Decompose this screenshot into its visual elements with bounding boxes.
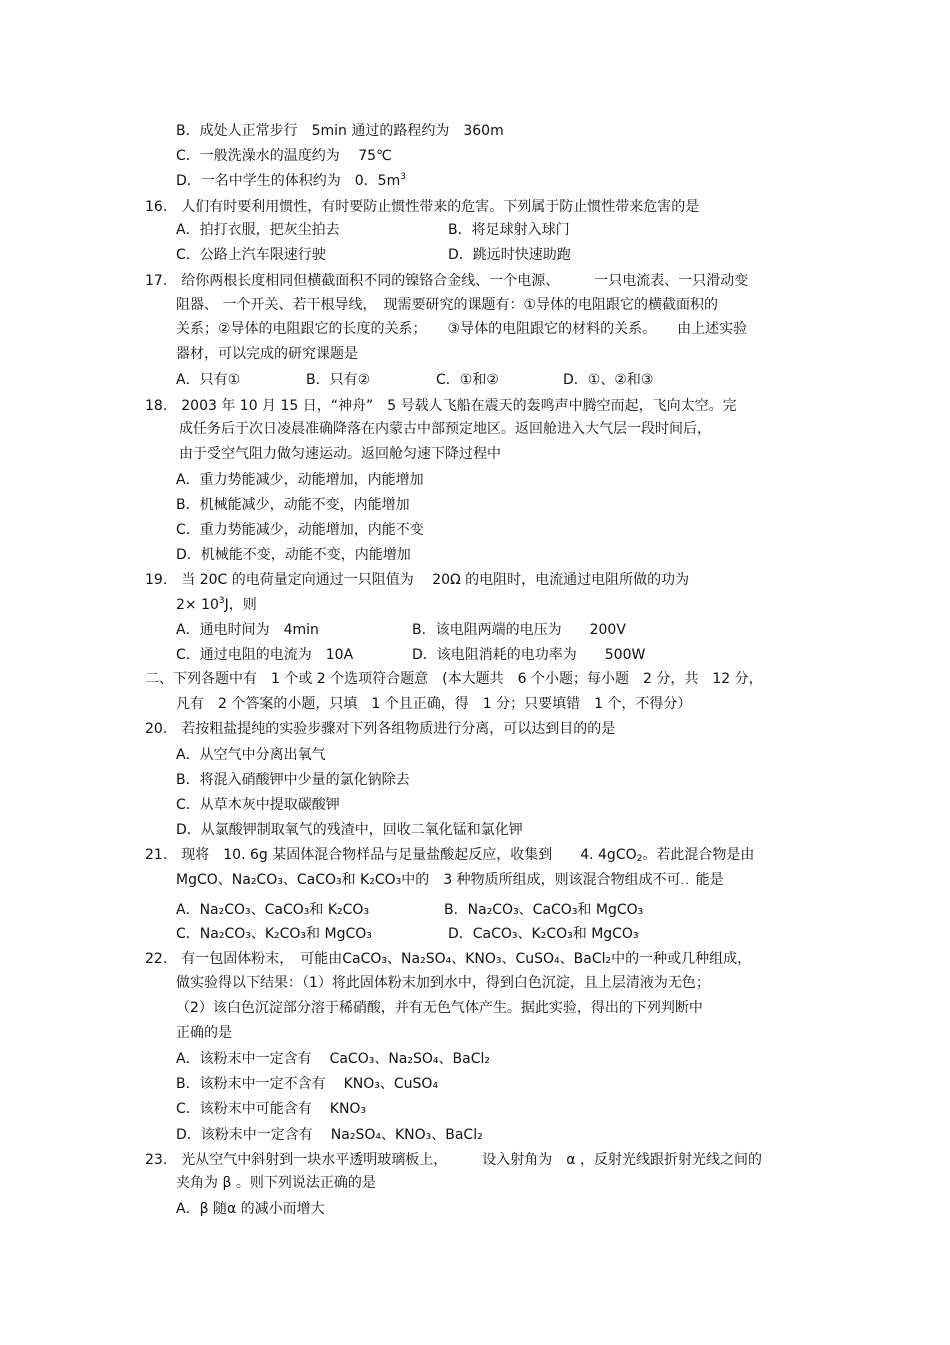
q22-option-b: B．该粉末中一定不含有 KNO₃、CuSO₄ — [176, 1076, 439, 1092]
q19-option-b: B．该电阻两端的电压为 200V — [412, 622, 626, 638]
q22-stem-line3: （2）该白色沉淀部分溶于稀硝酸，并有无色气体产生。据此实验，得出的下列判断中 — [176, 1000, 703, 1016]
q16-option-d: D．跳远时快速助跑 — [448, 247, 571, 263]
q17-option-b: B．只有② — [306, 372, 371, 388]
q16-option-c: C．公路上汽车限速行驶 — [176, 247, 326, 263]
q22-option-c: C．该粉末中可能含有 KNO₃ — [176, 1101, 367, 1117]
q21-option-d: D．CaCO₃、K₂CO₃和 MgCO₃ — [448, 926, 639, 942]
q17-stem-line2: 阻器、 一个开关、若干根导线， 现需要研究的课题有：①导体的电阻跟它的横截面积的 — [176, 297, 718, 313]
q20-stem: 20. 若按粗盐提纯的实验步骤对下列各组物质进行分离，可以达到目的的是 — [145, 721, 616, 737]
q19-stem-line1: 19. 当 20C 的电荷量定向通过一只阻值为 20Ω 的电阻时，电流通过电阻所做的功为 — [145, 572, 690, 588]
q21-stem-line2: MgCO、Na₂CO₃、CaCO₃和 K₂CO₃中的 3 种物质所组成，则该混合物组成不可．．能是 — [176, 872, 724, 888]
q18-option-c: C．重力势能减少，动能增加，内能不变 — [176, 522, 424, 538]
q18-stem-line1: 18. 2003 年 10 月 15 日，“神舟” 5 号载人飞船在震天的轰鸣声中腾空而起，飞向太空。完 — [145, 398, 737, 414]
q15-option-d: D．一名中学生的体积约为 0．$5m^3$ — [176, 172, 406, 189]
q22-option-d: D．该粉末中一定含有 Na₂SO₄、KNO₃、BaCl₂ — [176, 1127, 483, 1143]
q17-option-c: C．①和② — [436, 372, 499, 388]
q18-option-a: A．重力势能减少，动能增加，内能增加 — [176, 472, 424, 488]
q19-option-a: A．通电时间为 4min — [176, 622, 319, 638]
q17-stem-line3: 关系；②导体的电阻跟它的长度的关系； ③导体的电阻跟它的材料的关系。 由上述实验 — [176, 321, 748, 337]
q19-option-d: D．该电阻消耗的电功率为 500W — [412, 647, 646, 663]
q16-stem: 16. 人们有时要利用惯性，有时要防止惯性带来的危害。下列属于防止惯性带来危害的是 — [145, 199, 700, 215]
q16-option-a: A．拍打衣服，把灰尘拍去 — [176, 222, 340, 238]
emphasis-dots: ．． — [680, 876, 696, 887]
section-2-heading: 二、下列各题中有 1 个或 2 个选项符合题意 (本大题共 6 个小题；每小题 2 分，共 12 分， — [145, 671, 763, 687]
q21-option-c: C．Na₂CO₃、K₂CO₃和 MgCO₃ — [176, 926, 372, 942]
q17-option-d: D．①、②和③ — [563, 372, 654, 388]
q20-option-a: A．从空气中分离出氧气 — [176, 747, 326, 763]
q19-stem-line2: $2\times 10^3J$，则 — [176, 596, 257, 613]
q20-option-b: B．将混入硝酸钾中少量的氯化钠除去 — [176, 772, 410, 788]
q22-stem-line4: 正确的是 — [176, 1025, 232, 1041]
q22-stem-line2: 做实验得以下结果：（1）将此固体粉末加到水中，得到白色沉淀，且上层清液为无色； — [176, 975, 710, 991]
q23-stem-line2: 夹角为 β 。则下列说法正确的是 — [176, 1175, 376, 1191]
q16-option-b: B．将足球射入球门 — [448, 222, 570, 238]
q17-stem-line1: 17. 给你两根长度相同但横截面积不同的镍铬合金线、一个电源、 一只电流表、一只滑动变 — [145, 273, 749, 289]
q23-stem-line1: 23. 光从空气中斜射到一块水平透明玻璃板上， 设入射角为 α ，反射光线跟折射光线之间的 — [145, 1152, 762, 1168]
q17-option-a: A．只有① — [176, 372, 241, 388]
q21-option-b: B．Na₂CO₃、CaCO₃和 MgCO₃ — [444, 902, 644, 918]
q17-stem-line4: 器材，可以完成的研究课题是 — [176, 346, 358, 362]
q18-stem-line3: 由于受空气阻力做匀速运动。返回舱匀速下降过程中 — [179, 446, 501, 462]
q22-stem-line1: 22. 有一包固体粉末， 可能由CaCO₃、Na₂SO₄、KNO₃、CuSO₄、BaCl₂中的一种或几种组成， — [145, 951, 752, 967]
q18-option-d: D．机械能不变，动能不变，内能增加 — [176, 547, 411, 563]
q20-option-d: D．从氯酸钾制取氧气的残渣中，回收二氧化锰和氯化钾 — [176, 822, 523, 838]
q15-option-c: C．一般洗澡水的温度约为 75℃ — [176, 148, 392, 164]
q22-option-a: A．该粉末中一定含有 CaCO₃、Na₂SO₄、BaCl₂ — [176, 1051, 490, 1067]
q21-option-a: A．Na₂CO₃、CaCO₃和 K₂CO₃ — [176, 902, 370, 918]
q15-option-b: B．成处人正常步行 5min 通过的路程约为 360m — [176, 123, 504, 139]
q18-option-b: B．机械能减少，动能不变，内能增加 — [176, 497, 410, 513]
q23-option-a: A．β 随α 的减小而增大 — [176, 1201, 325, 1217]
section-2-instructions: 凡有 2 个答案的小题，只填 1 个且正确，得 1 分；只要填错 1 个，不得分） — [176, 696, 692, 712]
q19-option-c: C．通过电阻的电流为 10A — [176, 647, 354, 663]
q18-stem-line2: 成任务后于次日凌晨准确降落在内蒙古中部预定地区。返回舱进入大气层一段时间后， — [179, 421, 711, 437]
q20-option-c: C．从草木灰中提取碳酸钾 — [176, 797, 340, 813]
q21-stem-line1: 21. 现将 10. 6g 某固体混合物样品与足量盐酸起反应，收集到 4. 4gCO$_2$。若此混合物是由 — [145, 847, 755, 864]
